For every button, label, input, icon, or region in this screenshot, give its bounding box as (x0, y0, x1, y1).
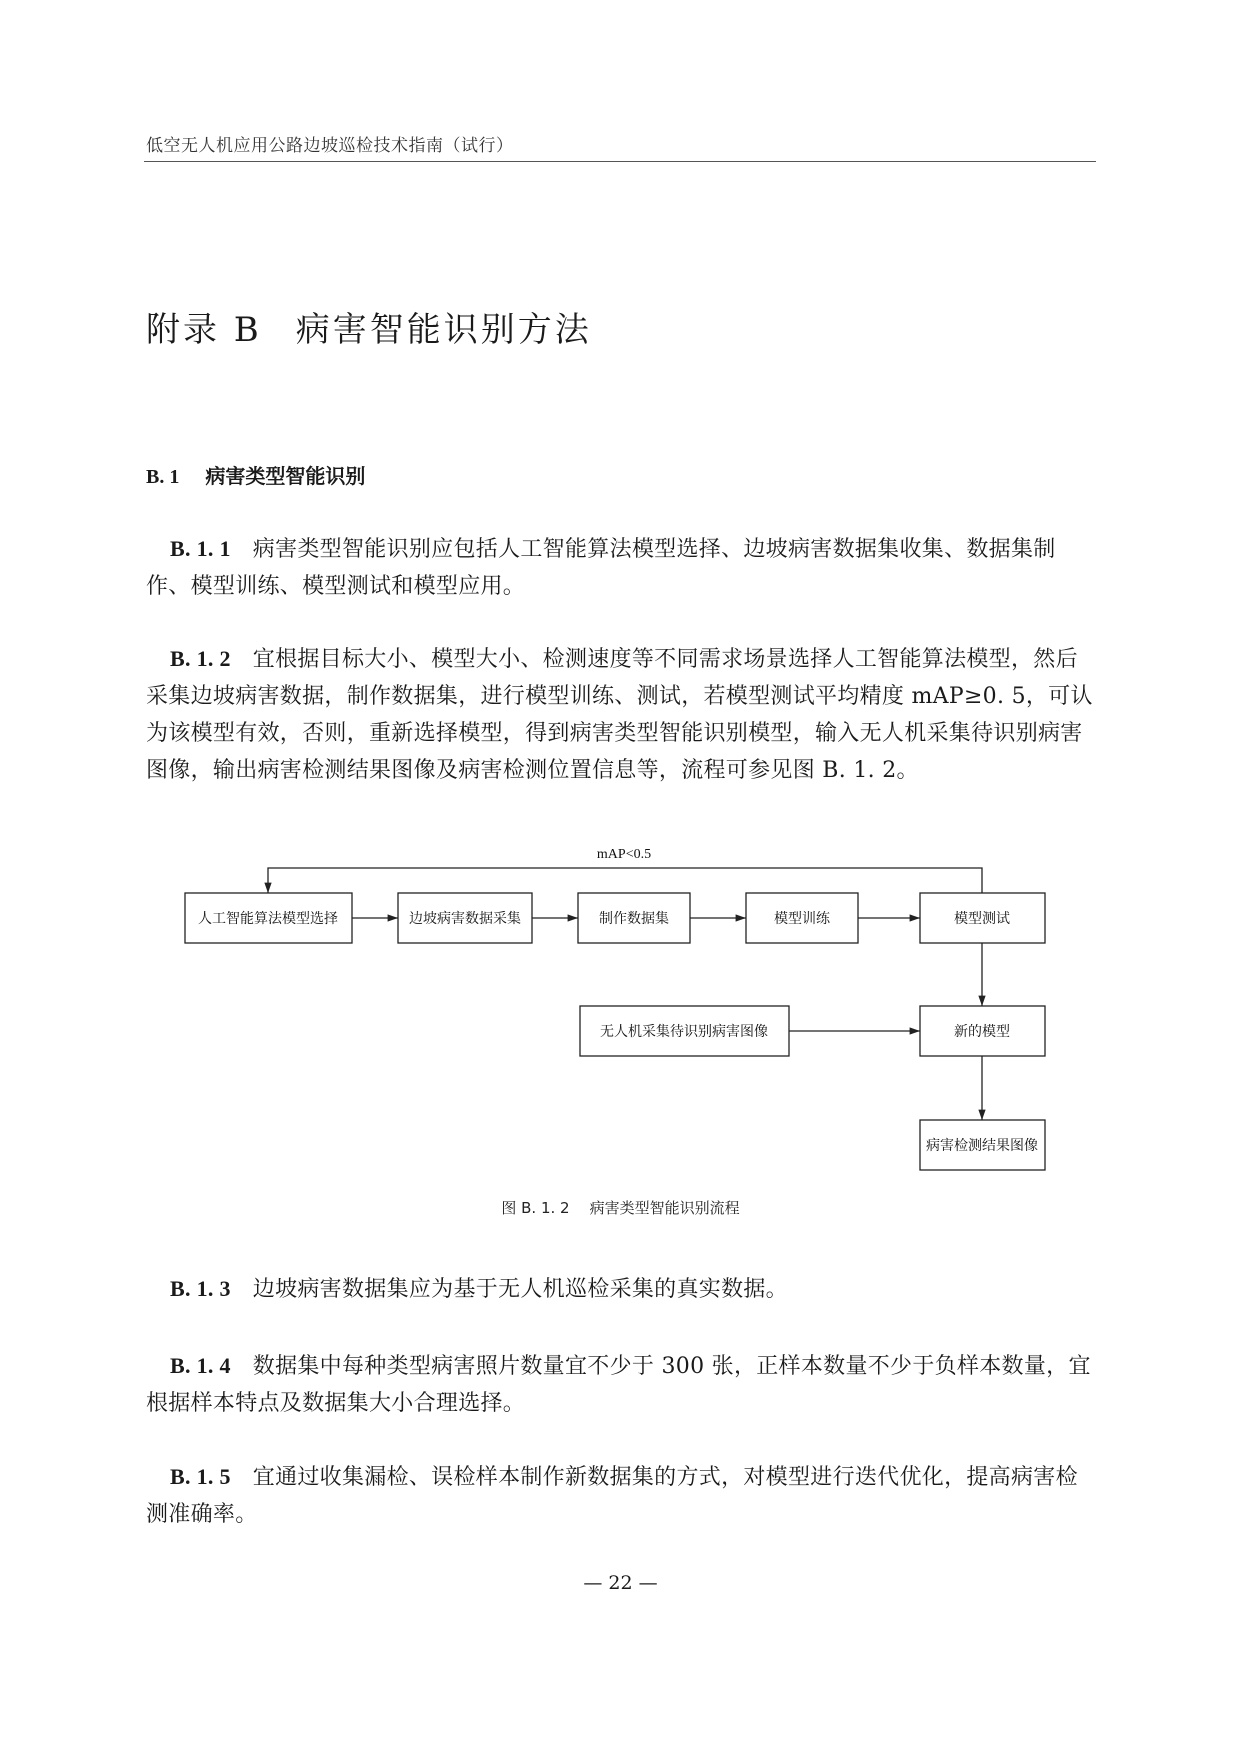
clause-text: 病害类型智能识别应包括人工智能算法模型选择、边坡病害数据集收集、数据集制作、模型训练、模型测试和模型应用。 (146, 537, 1056, 599)
clause-b-1-5 (146, 1458, 1096, 1533)
clause-text: 宜根据目标大小、模型大小、检测速度等不同需求场景选择人工智能算法模型，然后采集边坡病害数据，制作数据集，进行模型训练、测试，若模型测试平均精度 mAP≥0. 5，可认为该模型有效，否则，重新选择模型，得到病害类型智能识别模型，输入无人机采集待识别病害图像，输出病害检测结果图像及病害检测位置信息等，流程可参见图 B. 1. 2。 (146, 647, 1093, 783)
node-new-model (920, 1006, 1045, 1056)
clause-number: B. 1. 5 (170, 1464, 231, 1489)
node-train (746, 893, 858, 943)
clause-text: 数据集中每种类型病害照片数量宜不少于 300 张，正样本数量不少于负样本数量，宜根据样本特点及数据集大小合理选择。 (146, 1354, 1091, 1416)
loop-condition-label: mAP<0.5 (596, 847, 652, 862)
appendix-label: 附录 B (146, 310, 262, 350)
node-collect-data (398, 893, 532, 943)
node-test (920, 893, 1045, 943)
clause-number: B. 1. 3 (170, 1276, 231, 1301)
clause-b-1-4 (146, 1347, 1096, 1422)
appendix-title-text: 病害智能识别方法 (295, 310, 592, 350)
clause-text: 边坡病害数据集应为基于无人机巡检采集的真实数据。 (252, 1277, 788, 1302)
clause-number: B. 1. 2 (170, 646, 231, 671)
node-result-images (920, 1120, 1045, 1170)
svg-text:模型训练: 模型训练 (774, 911, 830, 927)
section-number: B. 1 (146, 466, 180, 488)
page-number: — 22 — (583, 1572, 658, 1594)
clause-number: B. 1. 4 (170, 1353, 231, 1378)
clause-text: 宜通过收集漏检、误检样本制作新数据集的方式，对模型进行迭代优化，提高病害检测准确率。 (146, 1465, 1078, 1527)
clause-number: B. 1. 1 (170, 536, 231, 561)
figure-caption (0, 1197, 1241, 1218)
svg-text:模型测试: 模型测试 (954, 911, 1010, 927)
svg-text:制作数据集: 制作数据集 (599, 911, 669, 927)
svg-text:无人机采集待识别病害图像: 无人机采集待识别病害图像 (600, 1024, 768, 1040)
running-header: 低空无人机应用公路边坡巡检技术指南（试行） (146, 136, 514, 156)
figure-number: 图 B. 1. 2 (501, 1199, 570, 1217)
svg-text:新的模型: 新的模型 (954, 1024, 1010, 1040)
node-uav-images (580, 1006, 789, 1056)
clause-b-1-3 (146, 1270, 1096, 1308)
retry-loop-arrow (268, 868, 982, 893)
node-select-model (185, 893, 352, 943)
section-title: 病害类型智能识别 (205, 464, 366, 488)
svg-text:人工智能算法模型选择: 人工智能算法模型选择 (198, 911, 338, 927)
svg-text:边坡病害数据采集: 边坡病害数据采集 (409, 911, 521, 927)
node-make-dataset (578, 893, 690, 943)
figure-caption-text: 病害类型智能识别流程 (589, 1199, 740, 1217)
svg-text:病害检测结果图像: 病害检测结果图像 (926, 1138, 1038, 1154)
